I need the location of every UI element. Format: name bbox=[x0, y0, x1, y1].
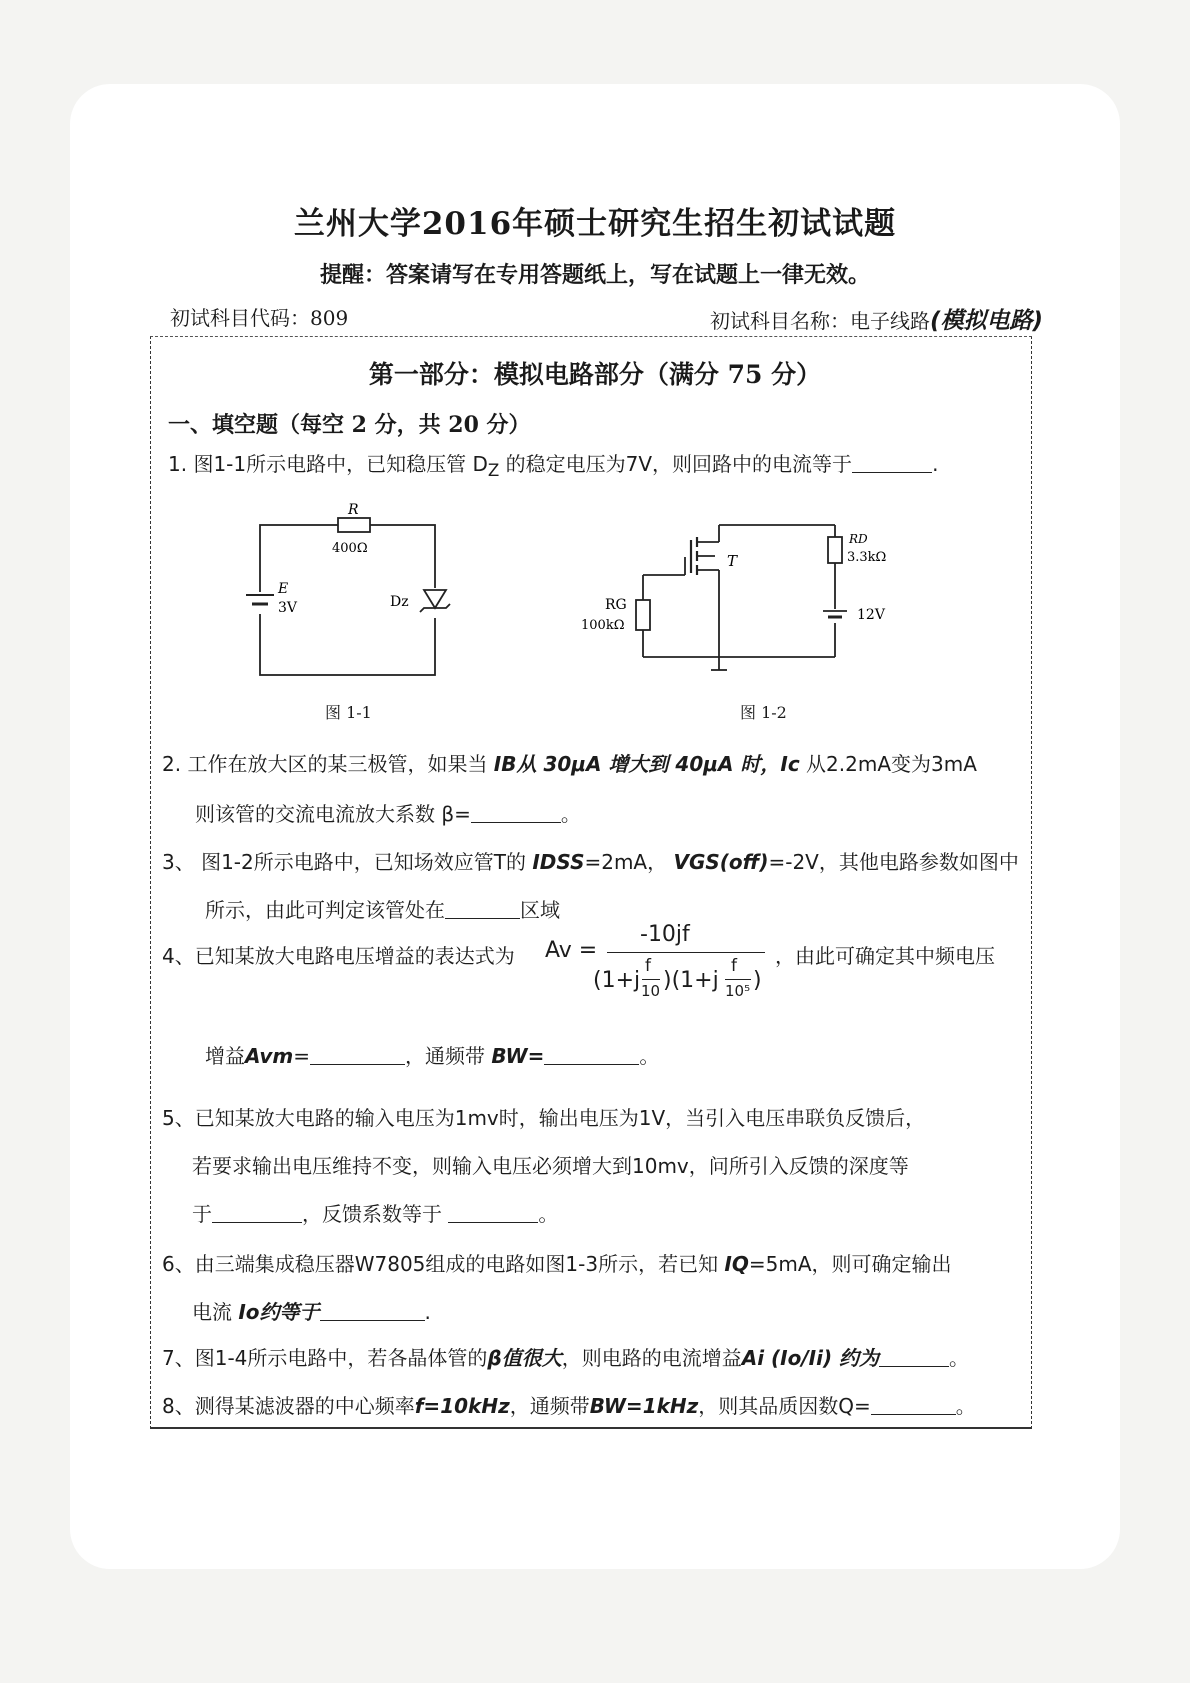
battery-e-label: E bbox=[278, 581, 289, 597]
question-5-depth-text: 于 bbox=[192, 1202, 212, 1226]
question-8-mid: ，通频带 bbox=[509, 1394, 590, 1418]
figure-1-1-circuit bbox=[230, 500, 470, 690]
question-3-region-text: 所示，由此可判定该管处在 bbox=[205, 898, 445, 922]
gain-denominator-f2: f bbox=[731, 956, 737, 976]
question-3-tail: =-2V，其他电路参数如图中 bbox=[768, 850, 1019, 874]
question-4-gain-text: 增益 bbox=[205, 1044, 245, 1068]
question-6-io: Io约等于 bbox=[238, 1300, 320, 1324]
answer-blank bbox=[879, 1346, 949, 1367]
question-6-iq: IQ bbox=[724, 1252, 749, 1276]
question-2-handwritten: IB从 30μA 增大到 40μA 时，Ic bbox=[493, 752, 800, 776]
gain-denominator-d2: 10⁵ bbox=[725, 982, 751, 1000]
question-3-vgs: VGS(off) bbox=[673, 850, 769, 874]
figure-1-2-caption: 图 1-2 bbox=[740, 703, 787, 722]
resistor-rd-label: RD bbox=[849, 532, 868, 546]
resistor-rd bbox=[828, 537, 842, 563]
question-7: 7、图1-4所示电路中，若各晶体管的β值很大，则电路的电流增益Ai (Io/Ii) 约为 。 bbox=[162, 1346, 970, 1370]
question-2-text: 2. 工作在放大区的某三极管，如果当 bbox=[162, 752, 494, 776]
section-title: 一、填空题（每空 2 分，共 20 分） bbox=[168, 412, 531, 438]
gain-denominator-d1: 10 bbox=[641, 982, 661, 1000]
fraction-bar bbox=[607, 952, 765, 953]
question-8-q: ，则其品质因数Q= bbox=[698, 1394, 871, 1418]
question-5-line3: 于 ，反馈系数等于 。 bbox=[192, 1202, 559, 1226]
question-2-beta: 则该管的交流电流放大系数 β= bbox=[195, 802, 471, 826]
part-title: 第一部分：模拟电路部分（满分 75 分） bbox=[368, 360, 822, 389]
resistor-rg-label: RG bbox=[605, 597, 627, 613]
question-4-avm: Avm bbox=[245, 1044, 294, 1068]
question-4-bw: BW= bbox=[491, 1044, 545, 1068]
answer-blank bbox=[445, 898, 520, 919]
question-7-mid: ，则电路的电流增益 bbox=[561, 1346, 742, 1370]
question-1-text: 1. 图1-1所示电路中，已知稳压管 D bbox=[168, 452, 488, 476]
question-5-line2: 若要求输出电压维持不变，则输入电压必须增大到10mv，问所引入反馈的深度等 bbox=[192, 1154, 909, 1178]
question-4 bbox=[162, 940, 515, 969]
question-4-tail: ，由此可确定其中频电压 bbox=[775, 944, 995, 968]
answer-blank bbox=[310, 1044, 405, 1065]
resistor-r-value: 400Ω bbox=[332, 541, 368, 556]
question-3-idss: IDSS bbox=[532, 850, 585, 874]
resistor-rg bbox=[636, 600, 650, 630]
question-3-text: 3、 图1-2所示电路中，已知场效应管T的 bbox=[162, 850, 533, 874]
subject-name-handwritten: (模拟电路) bbox=[930, 308, 1044, 334]
figure-1-1-caption: 图 1-1 bbox=[325, 703, 372, 722]
answer-blank bbox=[544, 1044, 639, 1065]
question-4-bw-text: ，通频带 bbox=[405, 1044, 486, 1068]
question-5: 5、已知某放大电路的输入电压为1mv时，输出电压为1V，当引入电压串联负反馈后， bbox=[162, 1106, 926, 1130]
question-4-text: 4、已知某放大电路电压增益的表达式为 bbox=[162, 944, 515, 968]
question-3 bbox=[162, 846, 1019, 875]
exam-reminder: 提醒：答案请写在专用答题纸上，写在试题上一律无效。 bbox=[319, 262, 870, 288]
question-7-text: 7、图1-4所示电路中，若各晶体管的 bbox=[162, 1346, 488, 1370]
subject-code bbox=[170, 302, 348, 331]
question-7-beta: β值很大 bbox=[487, 1346, 562, 1370]
question-6 bbox=[162, 1248, 952, 1277]
answer-blank bbox=[471, 802, 561, 823]
question-3-line2 bbox=[205, 894, 560, 923]
resistor-r-label: R bbox=[348, 502, 359, 518]
gain-denominator-open: (1+j bbox=[593, 968, 641, 993]
question-2-line2: 则该管的交流电流放大系数 β= 。 bbox=[195, 802, 581, 826]
answer-blank bbox=[852, 452, 932, 473]
gain-numerator: -10jf bbox=[640, 922, 690, 947]
question-8-freq: f=10kHz bbox=[414, 1394, 510, 1418]
question-3-mid: =2mA， bbox=[584, 850, 674, 874]
answer-blank bbox=[448, 1202, 538, 1223]
subject-code-label: 初试科目代码： bbox=[170, 306, 310, 330]
question-4-line2: 增益Avm= ，通频带 BW= 。 bbox=[205, 1044, 660, 1068]
battery-12v-value: 12V bbox=[857, 607, 885, 623]
exam-title: 兰州大学2016年硕士研究生招生初试试题 bbox=[293, 206, 897, 242]
answer-blank bbox=[871, 1394, 956, 1415]
gain-denominator-close: ) bbox=[753, 968, 762, 993]
question-2 bbox=[162, 748, 977, 777]
resistor-rd-value: 3.3kΩ bbox=[847, 550, 887, 565]
subject-code-value: 809 bbox=[310, 306, 349, 330]
resistor-rg-value: 100kΩ bbox=[581, 618, 625, 633]
resistor-r bbox=[338, 518, 370, 532]
gain-lhs: Av = bbox=[545, 938, 598, 963]
question-7-gain: Ai (Io/Ii) 约为 bbox=[741, 1346, 880, 1370]
answer-blank bbox=[212, 1202, 302, 1223]
question-2-tail: 从2.2mA变为3mA bbox=[799, 752, 977, 776]
question-3-region-label: 区域 bbox=[520, 898, 560, 922]
question-1-tail: 的稳定电压为7V，则回路中的电流等于 bbox=[499, 452, 853, 476]
question-6-current-text: 电流 bbox=[192, 1300, 239, 1324]
figure-1-2-circuit bbox=[581, 505, 895, 700]
answer-blank bbox=[320, 1300, 425, 1321]
question-6-line2: 电流 Io约等于 . bbox=[192, 1300, 431, 1324]
question-5-coef-text: ，反馈系数等于 bbox=[302, 1202, 442, 1226]
gain-denominator-f1: f bbox=[645, 956, 651, 976]
fet-label: T bbox=[727, 552, 738, 570]
question-6-tail: =5mA，则可确定输出 bbox=[748, 1252, 952, 1276]
question-8-text: 8、测得某滤波器的中心频率 bbox=[162, 1394, 415, 1418]
zener-label: Dz bbox=[390, 594, 409, 610]
question-1: 1. 图1-1所示电路中，已知稳压管 $D_Z$ 的稳定电压为7V，则回路中的电流等于 . bbox=[168, 452, 939, 480]
question-1-sub: Z bbox=[487, 461, 500, 480]
question-4-eq: = bbox=[293, 1044, 311, 1068]
question-8-bw: BW=1kHz bbox=[589, 1394, 699, 1418]
subject-name bbox=[710, 302, 1043, 335]
gain-expression bbox=[545, 922, 770, 1018]
subject-name-label: 初试科目名称： bbox=[710, 309, 850, 333]
question-8: 8、测得某滤波器的中心频率f=10kHz，通频带BW=1kHz，则其品质因数Q= 。 bbox=[162, 1394, 976, 1418]
battery-e-value: 3V bbox=[278, 600, 298, 616]
gain-denominator-mid: )(1+j bbox=[663, 968, 719, 993]
subject-name-printed: 电子线路 bbox=[850, 309, 930, 333]
question-6-text: 6、由三端集成稳压器W7805组成的电路如图1-3所示，若已知 bbox=[162, 1252, 725, 1276]
